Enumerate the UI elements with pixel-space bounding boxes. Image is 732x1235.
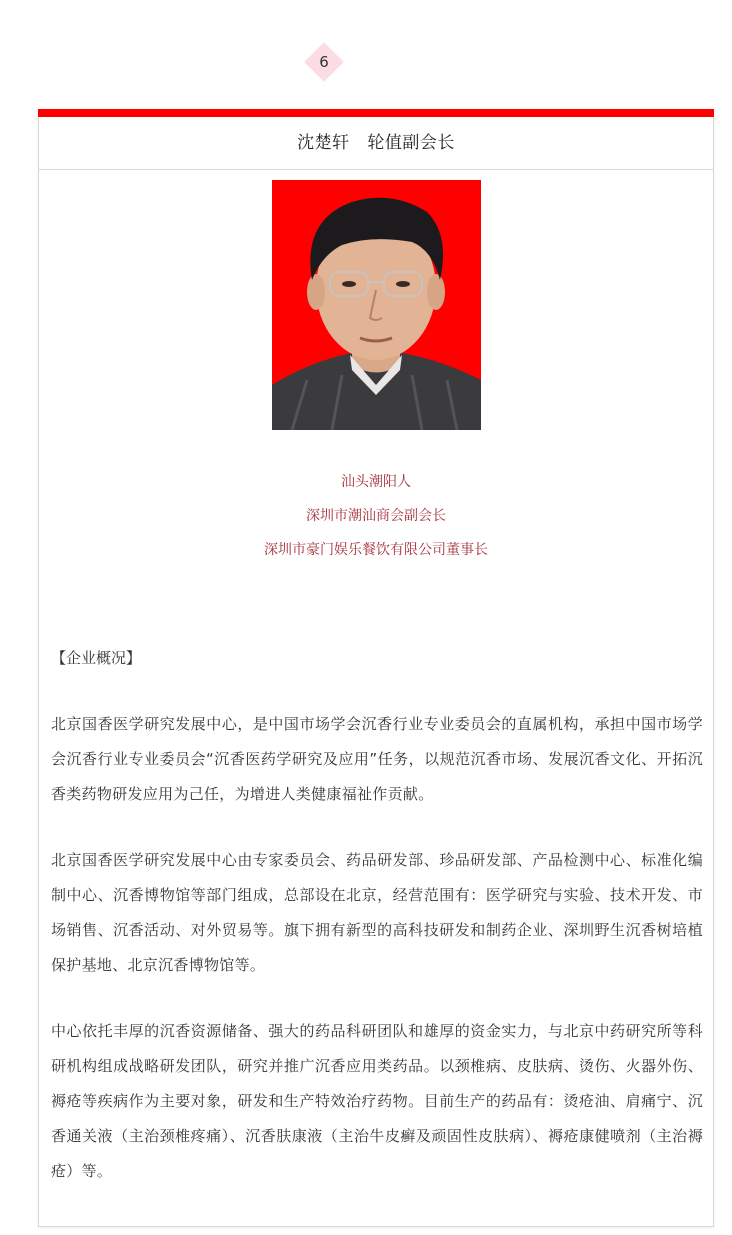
card-title: 沈楚轩 轮值副会长 xyxy=(39,117,713,170)
overview-paragraph-1: 北京国香医学研究发展中心，是中国市场学会沉香行业专业委员会的直属机构，承担中国市场学会沉香行业专业委员会“沉香医药学研究及应用”任务，以规范沉香市场、发展沉香文化、开拓沉香类药物研发应用为己任，为增进人类健康福祉作贡献。 xyxy=(51,715,703,803)
profile-card xyxy=(38,117,714,1227)
info-company: 深圳市豪门娱乐餐饮有限公司董事长 xyxy=(264,542,488,558)
card-top-accent-bar xyxy=(38,109,714,117)
section-label-company-overview: 【企业概况】 xyxy=(51,649,142,667)
portrait-illustration xyxy=(272,180,481,430)
info-position: 深圳市潮汕商会副会长 xyxy=(306,508,446,524)
badge-number: 6 xyxy=(319,53,329,71)
info-hometown: 汕头潮阳人 xyxy=(341,474,411,490)
portrait-photo xyxy=(272,180,481,430)
overview-paragraph-2: 北京国香医学研究发展中心由专家委员会、药品研发部、珍品研发部、产品检测中心、标准化编制中心、沉香博物馆等部门组成，总部设在北京，经营范围有：医学研究与实验、技术开发、市场销售、沉香活动、对外贸易等。旗下拥有新型的高科技研发和制药企业、深圳野生沉香树培植保护基地、北京沉香博物馆等。 xyxy=(51,851,703,974)
profile-info xyxy=(39,472,713,574)
overview-paragraph-3: 中心依托丰厚的沉香资源储备、强大的药品科研团队和雄厚的资金实力，与北京中药研究所等科研机构组成战略研发团队，研究并推广沉香应用类药品。以颈椎病、皮肤病、烫伤、火器外伤、褥疮等疾病作为主要对象，研发和生产特效治疗药物。目前生产的药品有：烫疮油、肩痛宁、沉香通关液（主治颈椎疼痛）、沉香肤康液（主治牛皮癣及顽固性皮肤病）、褥疮康健喷剂（主治褥疮）等。 xyxy=(51,1022,703,1180)
page-number-badge xyxy=(305,43,343,81)
